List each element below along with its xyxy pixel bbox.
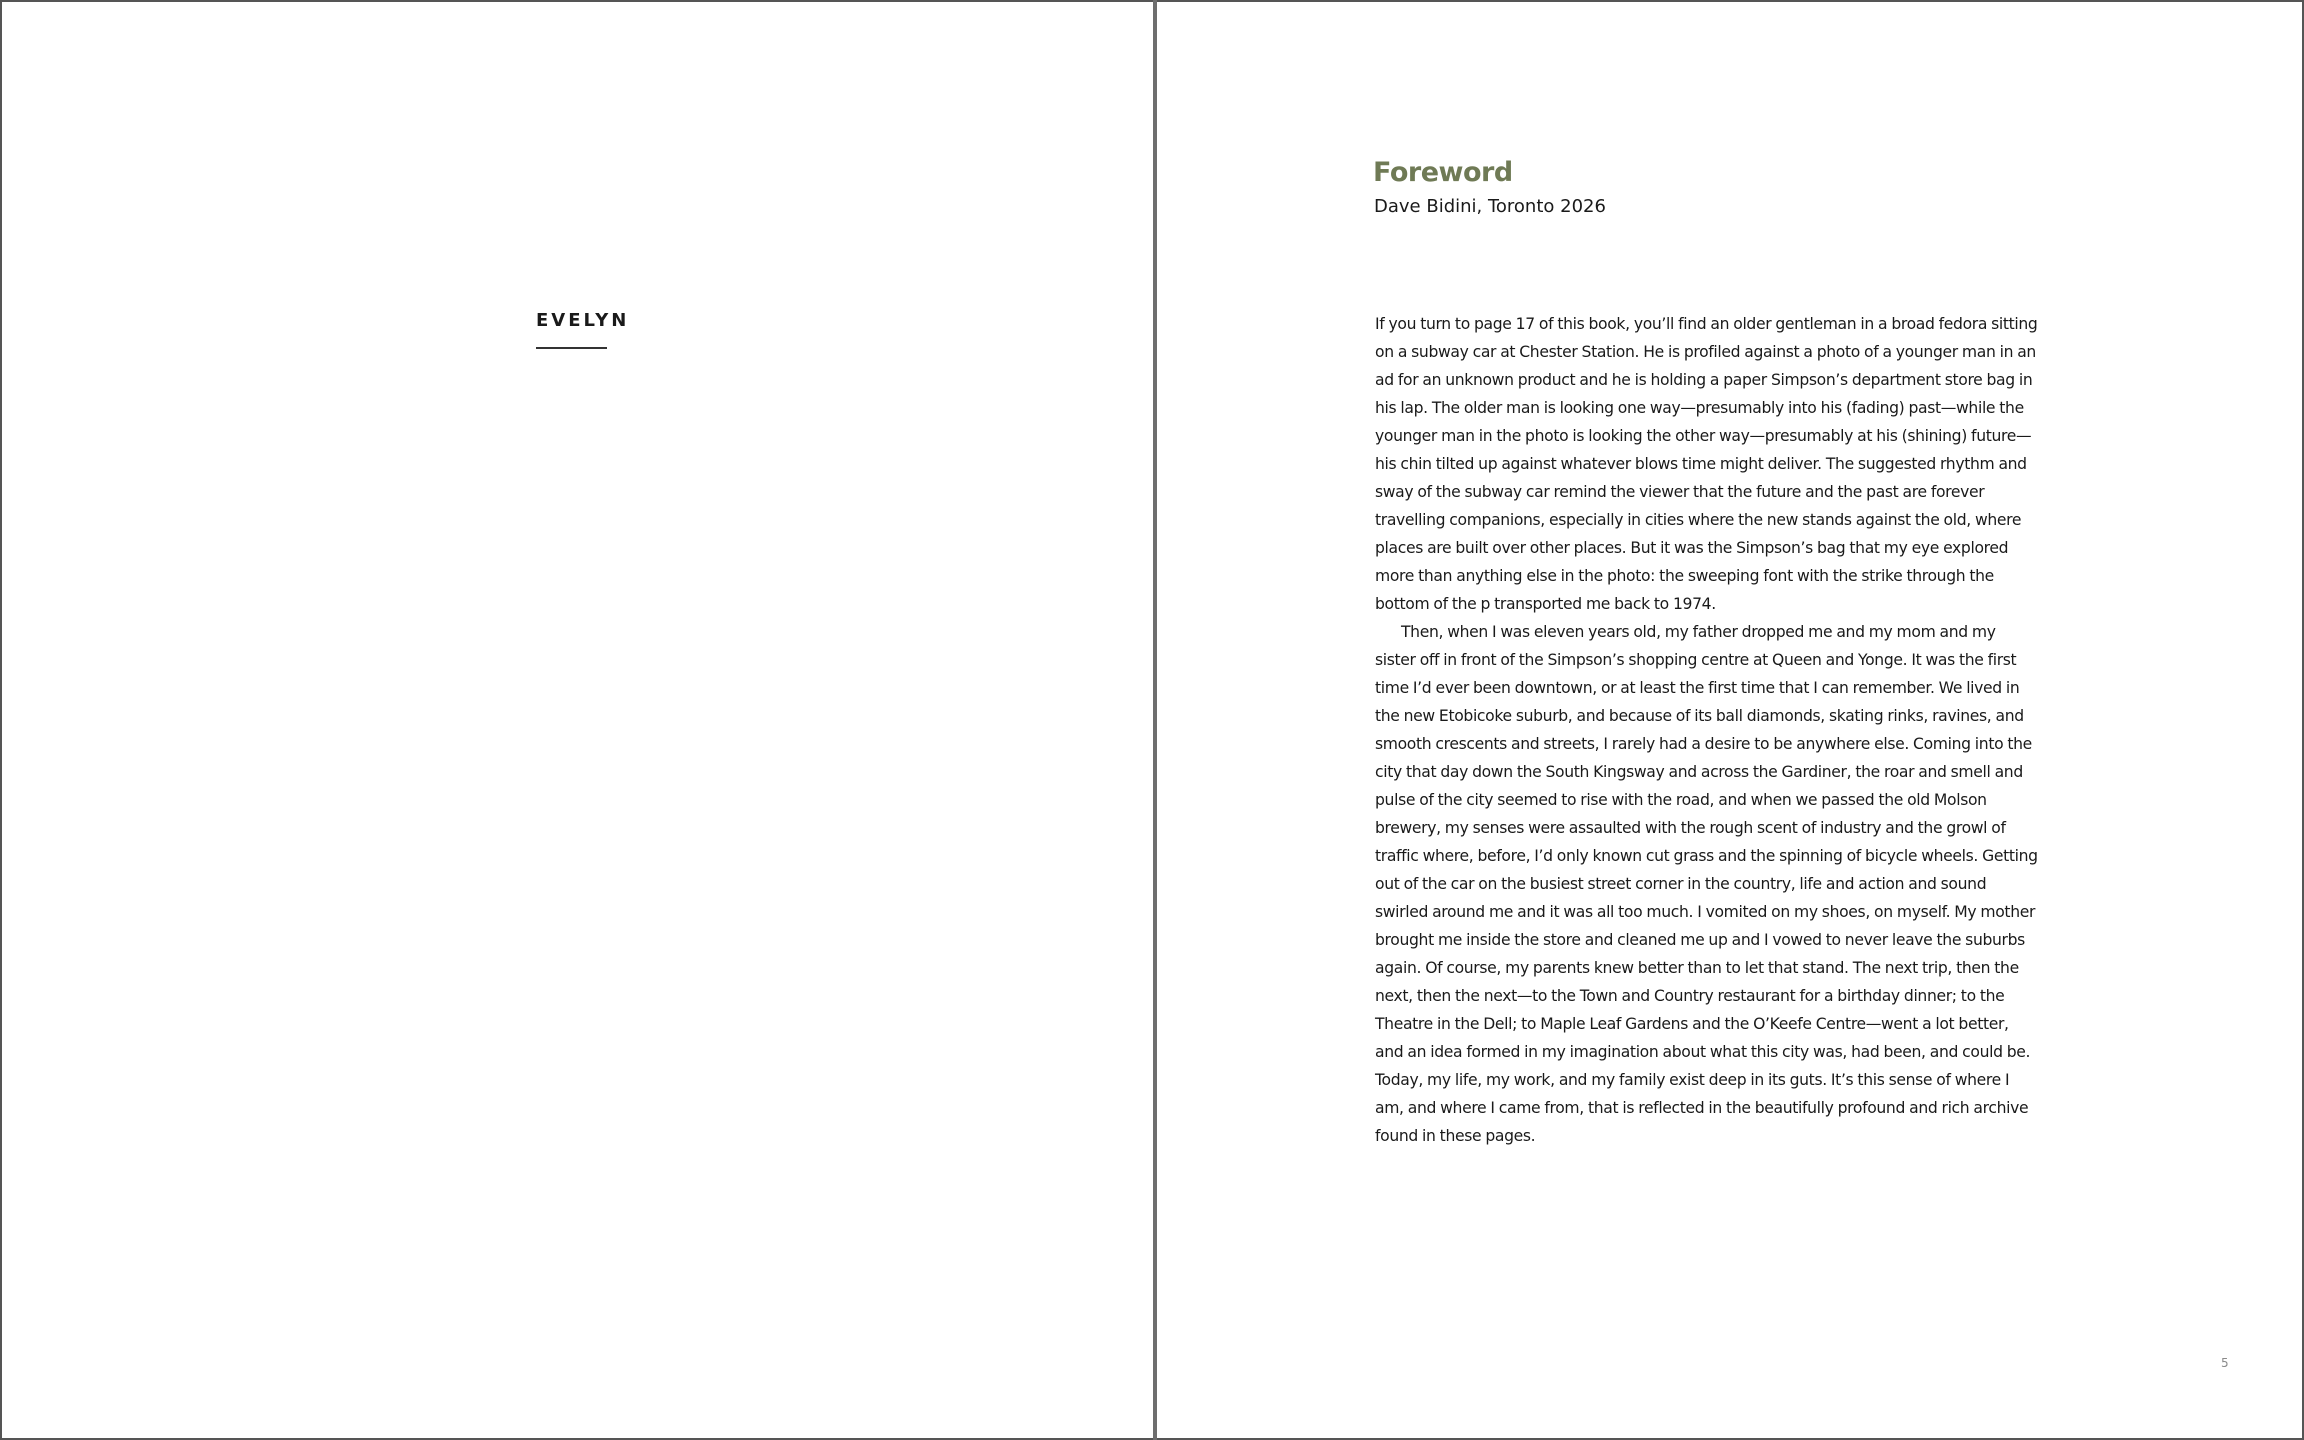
foreword-heading: Foreword xyxy=(1373,157,1513,188)
foreword-body xyxy=(1375,310,2039,1150)
page-number: 5 xyxy=(2221,1356,2229,1370)
right-page xyxy=(1157,0,2304,1440)
foreword-paragraph-1: If you turn to page 17 of this book, you’ll find an older gentleman in a broad fedora sitting on a subway car at Chester Station. He is profiled against a photo of a younger man in an ad for an unknown product and he is holding a paper Simpson’s department store bag in his lap. The older man is looking one way—presumably into his (fading) past—while the younger man in the photo is looking the other way—presumably at his (shining) future—his chin tilted up against whatever blows time might deliver. The suggested rhythm and sway of the subway car remind the viewer that the future and the past are forever travelling companions, especially in cities where the new stands against the old, where places are built over other places. But it was the Simpson’s bag that my eye explored more than anything else in the photo: the sweeping font with the strike through the bottom of the p transported me back to 1974. xyxy=(1375,315,2038,613)
foreword-paragraph-2: Then, when I was eleven years old, my father dropped me and my mom and my sister off in front of the Simpson’s shopping centre at Queen and Yonge. It was the first time I’d ever been downtown, or at least the first time that I can remember. We lived in the new Etobicoke suburb, and because of its ball diamonds, skating rinks, ravines, and smooth crescents and streets, I rarely had a desire to be anywhere else. Coming into the city that day down the South Kingsway and across the Gardiner, the roar and smell and pulse of the city seemed to rise with the road, and when we passed the old Molson brewery, my senses were assaulted with the rough scent of industry and the growl of traffic where, before, I’d only known cut grass and the spinning of bicycle wheels. Getting out of the car on the busiest street corner in the country, life and action and sound swirled around me and it was all too much. I vomited on my shoes, on myself. My mother brought me inside the store and cleaned me up and I vowed to never leave the suburbs again. Of course, my parents knew better than to let that stand. The next trip, then the next, then the next—to the Town and Country restaurant for a birthday dinner; to the Theatre in the Dell; to Maple Leaf Gardens and the O’Keefe Centre—went a lot better, and an idea formed in my imagination about what this city was, had been, and could be. Today, my life, my work, and my family exist deep in its guts. It’s this sense of where I am, and where I came from, that is reflected in the beautifully profound and rich archive found in these pages. xyxy=(1375,623,2038,1145)
section-title-underline xyxy=(536,347,607,349)
foreword-byline: Dave Bidini, Toronto 2026 xyxy=(1374,196,1606,217)
section-title: EVELYN xyxy=(536,310,630,331)
